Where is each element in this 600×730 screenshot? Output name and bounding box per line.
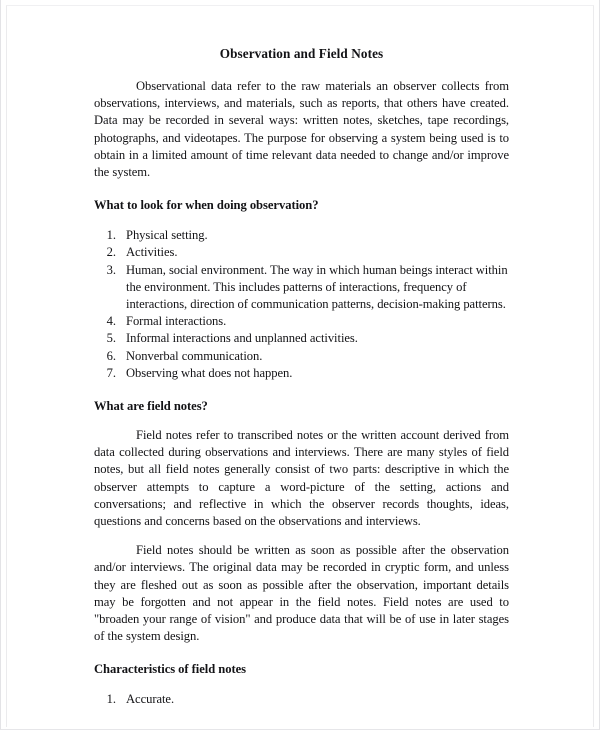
section-heading-characteristics: Characteristics of field notes [94, 662, 247, 677]
observation-checklist [94, 227, 509, 382]
list-item-label: Accurate. [126, 692, 175, 707]
spacer [94, 678, 509, 691]
list-item [94, 365, 509, 382]
list-item-label: Physical setting. [126, 228, 208, 243]
spacer [94, 382, 509, 398]
characteristics-list [94, 691, 509, 708]
list-item-label: Informal interactions and unplanned activities. [126, 331, 358, 346]
intro-paragraph: Observational data refer to the raw materials an observer collects from observations, interviews, and materials, such as reports, that others have created. Data may be recorded in several ways: written notes, sketches, tape recordings, photographs, and videotapes. The purpose for observing a system being used is to obtain in a limited amount of time relevant data needed to change and/or improve the system. [94, 79, 509, 180]
list-item-label: Observing what does not happen. [126, 365, 293, 380]
spacer [94, 214, 509, 227]
list-item [94, 691, 509, 708]
list-item [94, 330, 509, 347]
list-marker: 4. [106, 314, 116, 329]
list-marker: 5. [106, 331, 116, 346]
document-body [94, 46, 509, 709]
list-item-label: Activities. [126, 245, 178, 260]
spacer [94, 415, 509, 427]
field-notes-paragraph-2: Field notes should be written as soon as possible after the observation and/or interviews. The original data may be recorded in cryptic form, and unless they are fleshed out as soon as possible after the observation, important details may be forgotten and not appear in the field notes. Field notes are used to "broaden your range of vision" and produce data that will be of use in later stages of the system design. [94, 543, 509, 644]
page-title: Observation and Field Notes [219, 46, 384, 61]
list-item-label: Nonverbal communication. [126, 348, 263, 363]
list-item [94, 244, 509, 261]
list-marker: 6. [106, 348, 116, 363]
spacer [94, 645, 509, 661]
spacer [94, 530, 509, 542]
spacer [94, 181, 509, 197]
list-item [94, 262, 509, 314]
list-marker: 1. [106, 228, 116, 243]
list-marker: 7. [106, 365, 116, 380]
list-marker: 2. [106, 245, 116, 260]
list-marker: 3. [106, 262, 116, 277]
list-item [94, 227, 509, 244]
list-item [94, 313, 509, 330]
section-heading-observation: What to look for when doing observation? [94, 198, 319, 213]
list-item-label: Formal interactions. [126, 314, 227, 329]
list-marker: 1. [106, 692, 116, 707]
section-heading-field-notes: What are field notes? [94, 399, 208, 414]
field-notes-paragraph-1: Field notes refer to transcribed notes or the written account derived from data collected during observations and interviews. There are many styles of field notes, but all field notes generally consist of two parts: descriptive in which the observer attempts to capture a word-picture of the setting, actions and conversations; and reflective in which the observer records thoughts, ideas, questions and concerns based on the observations and interviews. [94, 428, 509, 529]
list-item-label: Human, social environment. The way in which human beings interact within the environment. This includes patterns of interactions, frequency of interactions, direction of communication patterns, decision-making patterns. [126, 262, 508, 312]
list-item [94, 348, 509, 365]
